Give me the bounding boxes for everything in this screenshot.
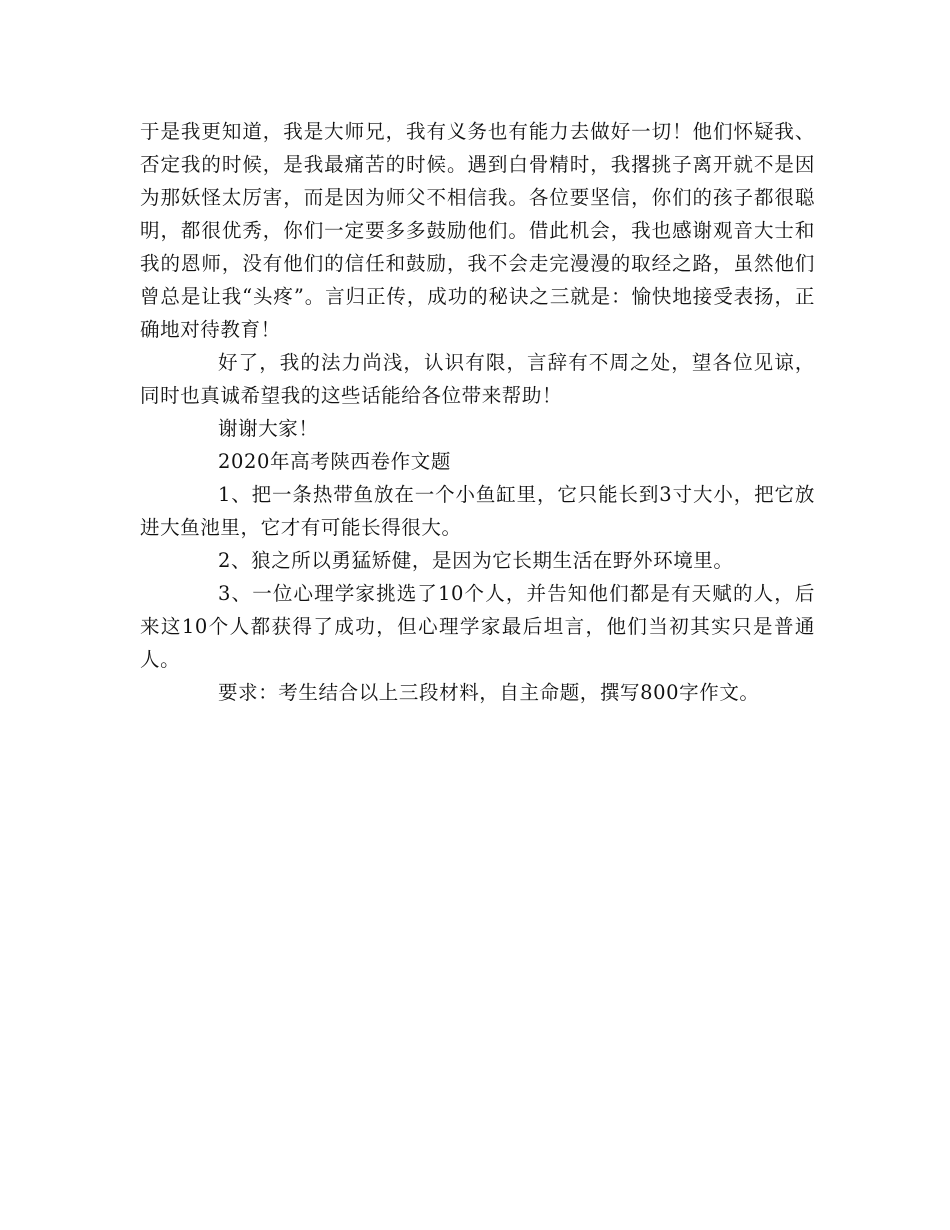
section-heading-essay-topic: 2020年高考陕西卷作文题 (218, 450, 451, 473)
document-body (140, 115, 815, 709)
paragraph-closing-remarks: 好了，我的法力尚浅，认识有限，言辞有不周之处，望各位见谅，同时也真诚希望我的这些话能给各位带来帮助！ (140, 351, 815, 407)
material-item-2: 2、狼之所以勇猛矫健，是因为它长期生活在野外环境里。 (218, 549, 734, 572)
essay-requirement: 要求：考生结合以上三段材料，自主命题，撰写800字作文。 (218, 681, 760, 704)
material-item-1: 1、把一条热带鱼放在一个小鱼缸里，它只能长到3寸大小，把它放进大鱼池里，它才有可能长得很大。 (140, 483, 815, 539)
paragraph-continuation: 于是我更知道，我是大师兄，我有义务也有能力去做好一切！他们怀疑我、否定我的时候，是我最痛苦的时候。遇到白骨精时，我撂挑子离开就不是因为那妖怪太厉害，而是因为师父不相信我。各位要坚信，你们的孩子都很聪明，都很优秀，你们一定要多多鼓励他们。借此机会，我也感谢观音大士和我的恩师，没有他们的信任和鼓励，我不会走完漫漫的取经之路，虽然他们曾总是让我“头疼”。言归正传，成功的秘诀之三就是：愉快地接受表扬，正确地对待教育！ (140, 120, 815, 341)
paragraph-thanks: 谢谢大家！ (218, 417, 319, 440)
material-item-3: 3、一位心理学家挑选了10个人，并告知他们都是有天赋的人，后来这10个人都获得了成功，但心理学家最后坦言，他们当初其实只是普通人。 (140, 582, 815, 671)
